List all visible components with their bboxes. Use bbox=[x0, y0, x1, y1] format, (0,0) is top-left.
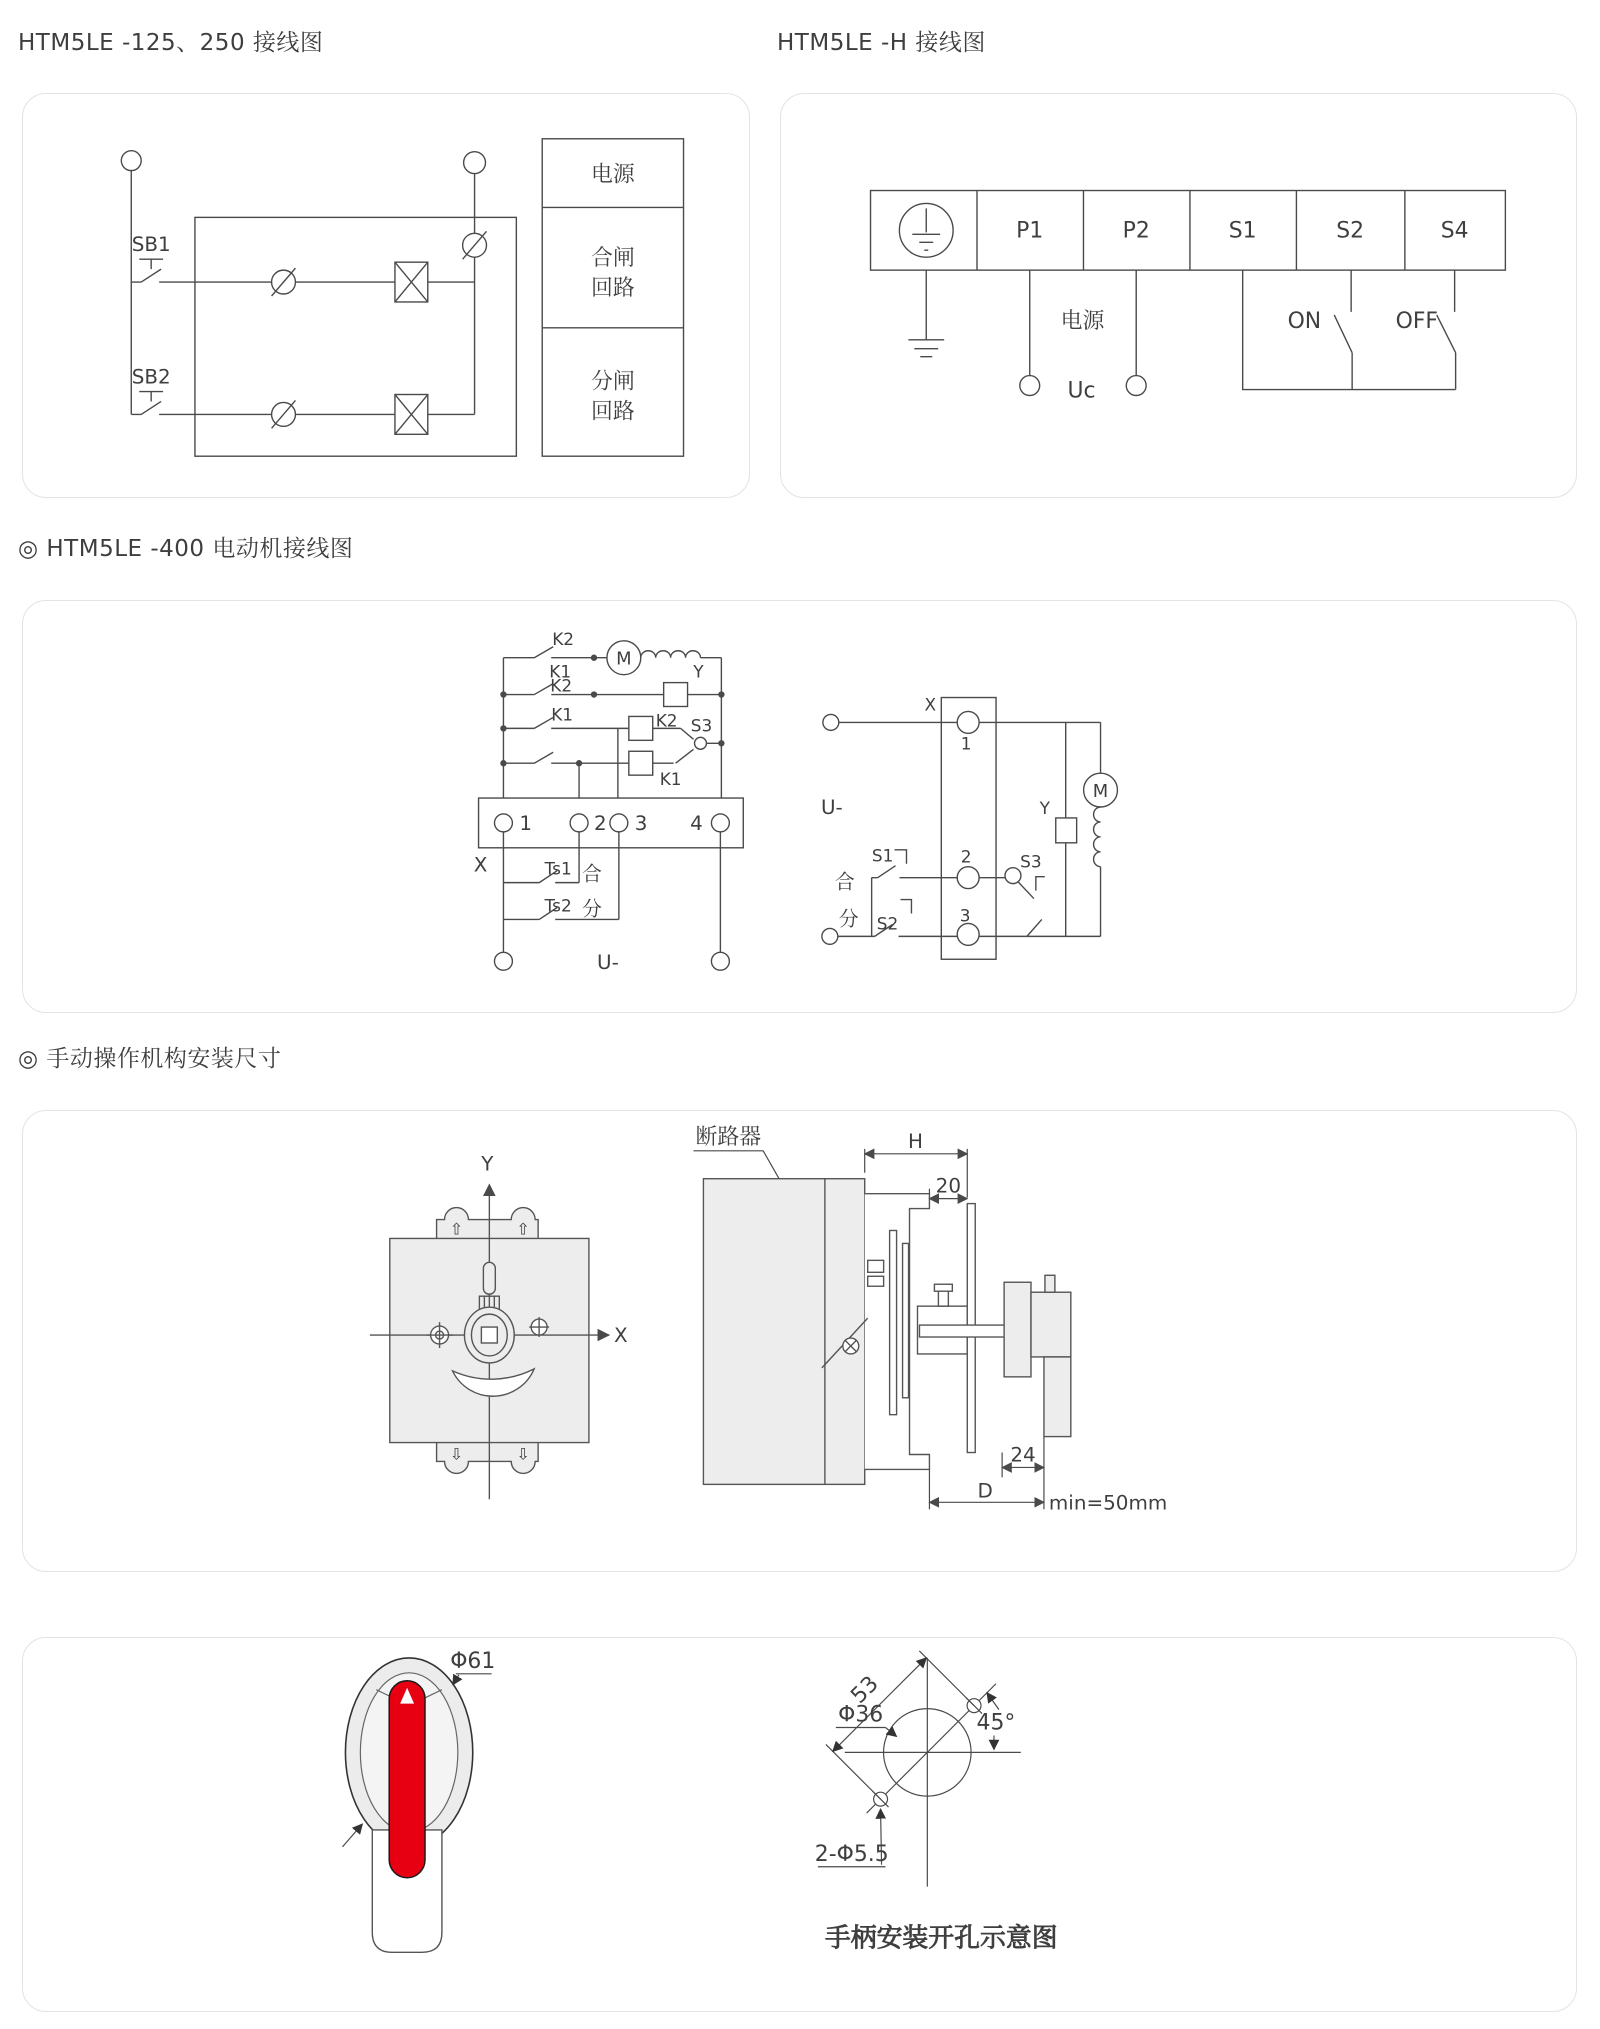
k1-coil-label: K1 bbox=[659, 769, 682, 790]
right-terminal-1: 1 bbox=[960, 733, 972, 754]
title-400-motor: ◎ HTM5LE -400 电动机接线图 bbox=[18, 536, 354, 562]
terminal-strip-x bbox=[479, 798, 744, 848]
drill-template-figure bbox=[815, 1651, 1058, 1953]
power-label: 电源 bbox=[1060, 308, 1105, 334]
x-strip-right-label: X bbox=[924, 694, 937, 715]
title-125-250: HTM5LE -125、250 接线图 bbox=[18, 30, 324, 56]
inductor-symbol-right bbox=[1094, 807, 1101, 867]
motor-left-circuit bbox=[479, 641, 744, 970]
table-open-label-2: 回路 bbox=[590, 399, 635, 425]
sb2-label: SB2 bbox=[131, 365, 171, 389]
s3-changeover bbox=[695, 737, 707, 749]
table-open-label-1: 分闸 bbox=[590, 369, 635, 395]
dim-20-label: 20 bbox=[935, 1174, 962, 1198]
u-label: U- bbox=[597, 951, 619, 975]
ts2-label: Ts2 bbox=[544, 895, 572, 916]
ts1-label: Ts1 bbox=[544, 858, 572, 879]
terminal-1-label: 1 bbox=[519, 811, 533, 835]
red-handle-lever bbox=[389, 1681, 425, 1878]
sb2-actuator bbox=[139, 392, 163, 402]
dia61-leader bbox=[453, 1675, 459, 1685]
terminal-2-label: 2 bbox=[594, 811, 607, 835]
s2-label-right: S2 bbox=[876, 913, 899, 934]
panel-h-wiring bbox=[780, 93, 1577, 498]
s3-label: S3 bbox=[690, 715, 713, 736]
terminal-4-label: 4 bbox=[690, 811, 703, 835]
k1-label: K1 bbox=[551, 704, 574, 725]
k2-coil-label: K2 bbox=[655, 710, 678, 731]
dim-h-label: H bbox=[908, 1129, 923, 1153]
x-strip-label: X bbox=[473, 853, 488, 877]
terminal-s1: S1 bbox=[1228, 218, 1257, 244]
title-manual-mechanism: ◎ 手动操作机构安装尺寸 bbox=[18, 1046, 282, 1072]
terminal-p1: P1 bbox=[1016, 218, 1044, 244]
dim-53-label: 53 bbox=[846, 1671, 884, 1709]
y-label-right: Y bbox=[1039, 797, 1050, 818]
close-label: 合 bbox=[582, 862, 602, 886]
panel-handle bbox=[22, 1637, 1577, 2012]
motor-m-label-right: M bbox=[1092, 781, 1109, 803]
sb1-actuator bbox=[139, 259, 163, 269]
right-top-terminal bbox=[823, 714, 839, 730]
holes-label: 2-Φ5.5 bbox=[814, 1841, 889, 1867]
breaker-label: 断路器 bbox=[695, 1124, 762, 1150]
wiring-diagram-h bbox=[781, 94, 1576, 497]
dia61-label: Φ61 bbox=[450, 1648, 496, 1674]
coil-k1 bbox=[629, 751, 653, 775]
terminal-p2: P2 bbox=[1122, 218, 1150, 244]
drill-caption: 手柄安装开孔示意图 bbox=[824, 1923, 1058, 1954]
s3-changeover-right bbox=[1005, 868, 1021, 884]
off-switch bbox=[1437, 270, 1456, 389]
square-shaft-hole bbox=[481, 1327, 497, 1343]
circuit-lines bbox=[871, 191, 1506, 396]
dia36-label: Φ36 bbox=[838, 1702, 884, 1728]
on-label: ON bbox=[1287, 308, 1322, 334]
side-view-figure bbox=[693, 1125, 1167, 1514]
dim-d-label: D bbox=[977, 1479, 993, 1503]
inductor-symbol bbox=[641, 651, 701, 658]
u-label-right: U- bbox=[820, 795, 843, 819]
uc-terminal-1 bbox=[1020, 376, 1040, 396]
extension-shaft bbox=[919, 1325, 1011, 1337]
axis-x-label: X bbox=[613, 1323, 628, 1347]
breaker-leader bbox=[693, 1151, 779, 1179]
table-close-label-1: 合闸 bbox=[590, 246, 635, 272]
panel-mechanism-dimensions bbox=[22, 1110, 1577, 1572]
k2-stack-label: K2 bbox=[550, 675, 573, 696]
handle-drawing bbox=[23, 1638, 1576, 2011]
dim-min-label: min=50mm bbox=[1048, 1491, 1168, 1515]
motor-m-label: M bbox=[616, 648, 632, 670]
k2-label: K2 bbox=[552, 628, 575, 649]
table-power-label: 电源 bbox=[590, 162, 635, 188]
panel-motor-wiring bbox=[22, 600, 1577, 1013]
down-arrow-icon: ⇩ bbox=[449, 1444, 464, 1464]
mechanism-dimension-drawing bbox=[23, 1111, 1576, 1571]
down-arrow-icon: ⇩ bbox=[516, 1444, 530, 1464]
wiring-diagram-motor bbox=[23, 601, 1576, 1012]
up-arrow-icon: ⇧ bbox=[449, 1219, 464, 1239]
y-coil-label: Y bbox=[693, 661, 704, 682]
front-view-figure bbox=[370, 1153, 628, 1500]
dim-24-label: 24 bbox=[1010, 1443, 1036, 1467]
coil-k2 bbox=[629, 716, 653, 740]
uc-terminal-2 bbox=[1126, 376, 1146, 396]
k1-stack-label: K1 bbox=[549, 661, 572, 682]
open-label: 分 bbox=[582, 897, 602, 921]
right-terminal-2: 2 bbox=[960, 846, 972, 867]
s3-label-right: S3 bbox=[1020, 851, 1042, 872]
terminal-s2: S2 bbox=[1336, 218, 1365, 244]
terminal-3-label: 3 bbox=[634, 811, 648, 835]
close-label-right: 合 bbox=[834, 870, 855, 894]
angle-45-label: 45° bbox=[976, 1710, 1016, 1736]
axis-y-label: Y bbox=[481, 1152, 494, 1176]
off-label: OFF bbox=[1395, 308, 1439, 334]
on-switch bbox=[1334, 270, 1352, 389]
terminal-left bbox=[121, 151, 141, 171]
terminal-right bbox=[464, 152, 486, 174]
wiring-diagram-125-250 bbox=[23, 94, 749, 497]
coil-y-right bbox=[1056, 818, 1077, 843]
bottom-terminal-1 bbox=[494, 952, 512, 970]
coil-y bbox=[664, 683, 688, 707]
bottom-terminal-2 bbox=[711, 952, 729, 970]
right-terminal-3: 3 bbox=[959, 905, 971, 926]
annotation-arrow bbox=[342, 1824, 362, 1847]
rotary-handle-figure bbox=[342, 1649, 495, 1952]
right-bottom-terminal bbox=[822, 928, 838, 944]
terminal-s4: S4 bbox=[1440, 218, 1469, 244]
up-arrow-icon: ⇧ bbox=[516, 1219, 530, 1239]
table-close-label-2: 回路 bbox=[590, 276, 635, 302]
sb1-label: SB1 bbox=[131, 233, 171, 257]
panel-125-250-wiring bbox=[22, 93, 750, 498]
open-label-right: 分 bbox=[838, 907, 859, 931]
handle-unit bbox=[1004, 1275, 1071, 1436]
terminal-strip bbox=[871, 191, 1506, 271]
breaker-body bbox=[703, 1179, 864, 1485]
title-h: HTM5LE -H 接线图 bbox=[777, 30, 986, 56]
angle-arrow-up bbox=[987, 1693, 999, 1710]
slot bbox=[483, 1262, 495, 1294]
earth-icon bbox=[908, 270, 944, 357]
uc-label: Uc bbox=[1067, 378, 1096, 404]
s1-label-right: S1 bbox=[871, 845, 894, 866]
